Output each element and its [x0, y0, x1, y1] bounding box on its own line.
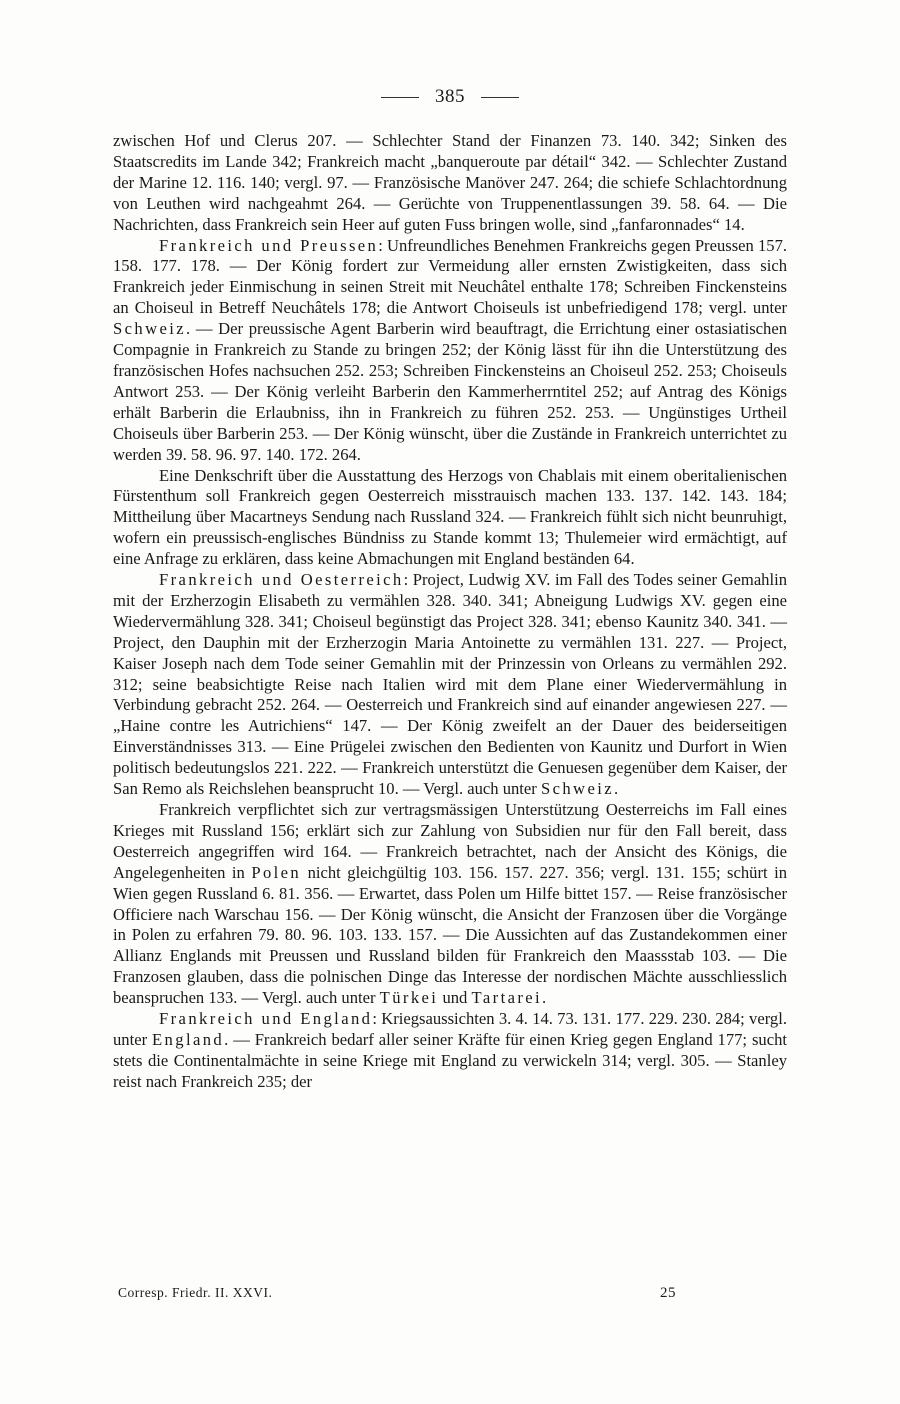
paragraph-text: . — Der preussische Agent Barberin wird beauftragt, die Errichtung einer ostasiatischen Compagnie in Frankreich zu Stande zu bringen 252; der König lässt für ihn die Unterstützung des französischen Hofes nachsuchen 252. 253; Schreiben Finckensteins an Choiseul 252. 253; Choiseuls Antwort 253. — Der König verleiht Barberin den Kammerherrntitel 252; auf Antrag des Königs erhält Barberin die Erlaubniss, ihn in Frankreich zu führen 252. 253. — Ungünstiges Urtheil Choiseuls über Barberin 253. — Der König wünscht, über die Zustände in Frankreich unterrichtet zu werden 39. 58. 96. 97. 140. 172. 264. — [113, 319, 787, 464]
paragraph-text: und — [438, 988, 472, 1008]
index-paragraph — [113, 131, 787, 236]
index-paragraph — [113, 466, 787, 571]
index-body-text — [113, 131, 787, 1093]
footer-sheet-number: 25 — [660, 1285, 676, 1301]
paragraph-text: zwischen Hof und Clerus 207. — Schlechter Stand der Finanzen 73. 140. 342; Sinken des Staatscredits im Lande 342; Frankreich macht „banqueroute par détail“ 342. — Schlechter Zustand der Marine 12. 116. 140; vergl. 97. — Französische Manöver 247. 264; die schiefe Schlachtordnung von Leuthen wird nachgeahmt 264. — Gerüchte von Truppenentlassungen 39. 58. 64. — Die Nachrichten, dass Frankreich sein Heer auf guten Fuss bringen wolle, sind „fanfaronnades“ 14. — [113, 131, 787, 234]
paragraph-text: : Kriegsaussichten 3. 4. 14. 73. 131. 177. 229. 230. 284; vergl. unter — [113, 1009, 787, 1049]
paragraph-text: Eine Denkschrift über die Ausstattung des Herzogs von Chablais mit einem oberitalienischen Fürstenthum soll Frankreich gegen Oesterreich misstrauisch machen 133. 137. 142. 143. 184; Mittheilung über Macartneys Sendung nach Russland 324. — Frankreich fühlt sich nicht beunruhigt, wofern ein preussisch-englisches Bündniss zu Stande kommt 13; Thulemeier wird ermächtigt, auf eine Anfrage zu erklären, dass keine Abmachungen mit England beständen 64. — [113, 465, 787, 569]
index-paragraph — [113, 1009, 787, 1093]
spaced-keyword: England — [152, 1029, 225, 1049]
spaced-keyword: Polen — [251, 862, 302, 882]
spaced-keyword: Türkei — [379, 988, 439, 1008]
header-rule-right — [481, 97, 519, 98]
index-paragraph — [113, 236, 787, 466]
page-number: 385 — [435, 86, 465, 107]
spaced-keyword: Tartarei — [471, 988, 543, 1008]
paragraph-text: . — [613, 779, 619, 799]
page-header — [0, 86, 900, 108]
spaced-keyword: Frankreich und Oesterreich — [159, 570, 404, 590]
index-paragraph — [113, 570, 787, 800]
paragraph-text: : Unfreundliches Benehmen Frankreichs gegen Preussen 157. 158. 177. 178. — Der König fordert zur Vermeidung aller ernsten Zwistigkeiten, dass sich Frankreich jeder Einmischung in seinen Streit mit Neuchâtel enthalte 178; Schreiben Finckensteins an Choiseul in Betreff Neuchâtels 178; die Antwort Choiseuls ist unbefriedigend 178; vergl. unter — [113, 235, 788, 318]
paragraph-text: . — Frankreich bedarf aller seiner Kräfte für einen Krieg gegen England 177; sucht stets die Continentalmächte in seine Kriege mit England zu verwickeln 314; vergl. 305. — Stanley reist nach Frankreich 235; der — [113, 1029, 787, 1091]
footer-signature: Corresp. Friedr. II. XXVI. — [118, 1285, 273, 1300]
header-rule-left — [381, 97, 419, 98]
spaced-keyword: Frankreich und Preussen — [159, 235, 379, 255]
paragraph-text: Frankreich verpflichtet sich zur vertragsmässigen Unterstützung Oesterreichs im Fall eines Krieges mit Russland 156; erklärt sich zur Zahlung von Subsidien nur für den Fall bereit, dass Oesterreich angegriffen wird 164. — Frankreich betrachtet, nach der Ansicht des Königs, die Angelegenheiten in — [113, 800, 787, 882]
spaced-keyword: Schweiz — [540, 779, 614, 799]
index-paragraph — [113, 800, 787, 1009]
paragraph-text: : Project, Ludwig XV. im Fall des Todes seiner Gemahlin mit der Erzherzogin Elisabeth zu vermählen 328. 340. 341; Abneigung Ludwigs XV. gegen eine Wiedervermählung 328. 341; Choiseul begünstigt das Project 328. 341; ebenso Kaunitz 340. 341. — Project, den Dauphin mit der Erzherzogin Maria Antoinette zu vermählen 131. 227. — Project, Kaiser Joseph nach dem Tode seiner Gemahlin mit der Prinzessin von Orleans zu vermählen 292. 312; seine beabsichtigte Reise nach Italien wird mit dem Plane einer Wiedervermählung in Verbindung gebracht 252. 264. — Oesterreich und Frankreich sind auf einander angewiesen 227. — „Haine contre les Autrichiens“ 147. — Der König zweifelt an der Dauer des beiderseitigen Einverständnisses 313. — Eine Prügelei zwischen den Bedienten von Kaunitz und Durfort in Wien politisch bedeutungslos 221. 222. — Frankreich unterstützt die Genuesen gegenüber dem Kaiser, der San Remo als Reichslehen beansprucht 10. — Vergl. auch unter — [113, 570, 787, 799]
spaced-keyword: Schweiz — [113, 319, 187, 339]
spaced-keyword: Frankreich und England — [159, 1009, 373, 1029]
paragraph-text: nicht gleichgültig 103. 156. 157. 227. 356; vergl. 131. 155; schürt in Wien gegen Russland 6. 81. 356. — Erwartet, dass Polen um Hilfe bittet 157. — Reise französischer Officiere nach Warschau 156. — Der König wünscht, die Ansicht der Franzosen über die Vorgänge in Polen zu erfahren 79. 80. 96. 103. 133. 157. — Die Aussichten auf das Zustandekommen einer Allianz Englands mit Preussen und Russland bilden für Frankreich den Maassstab 103. — Die Franzosen glauben, dass die polnischen Dinge das Interesse der nordischen Mächte ausschliesslich beanspruchen 133. — Vergl. auch unter — [113, 862, 787, 1008]
paragraph-text: . — [542, 988, 547, 1008]
